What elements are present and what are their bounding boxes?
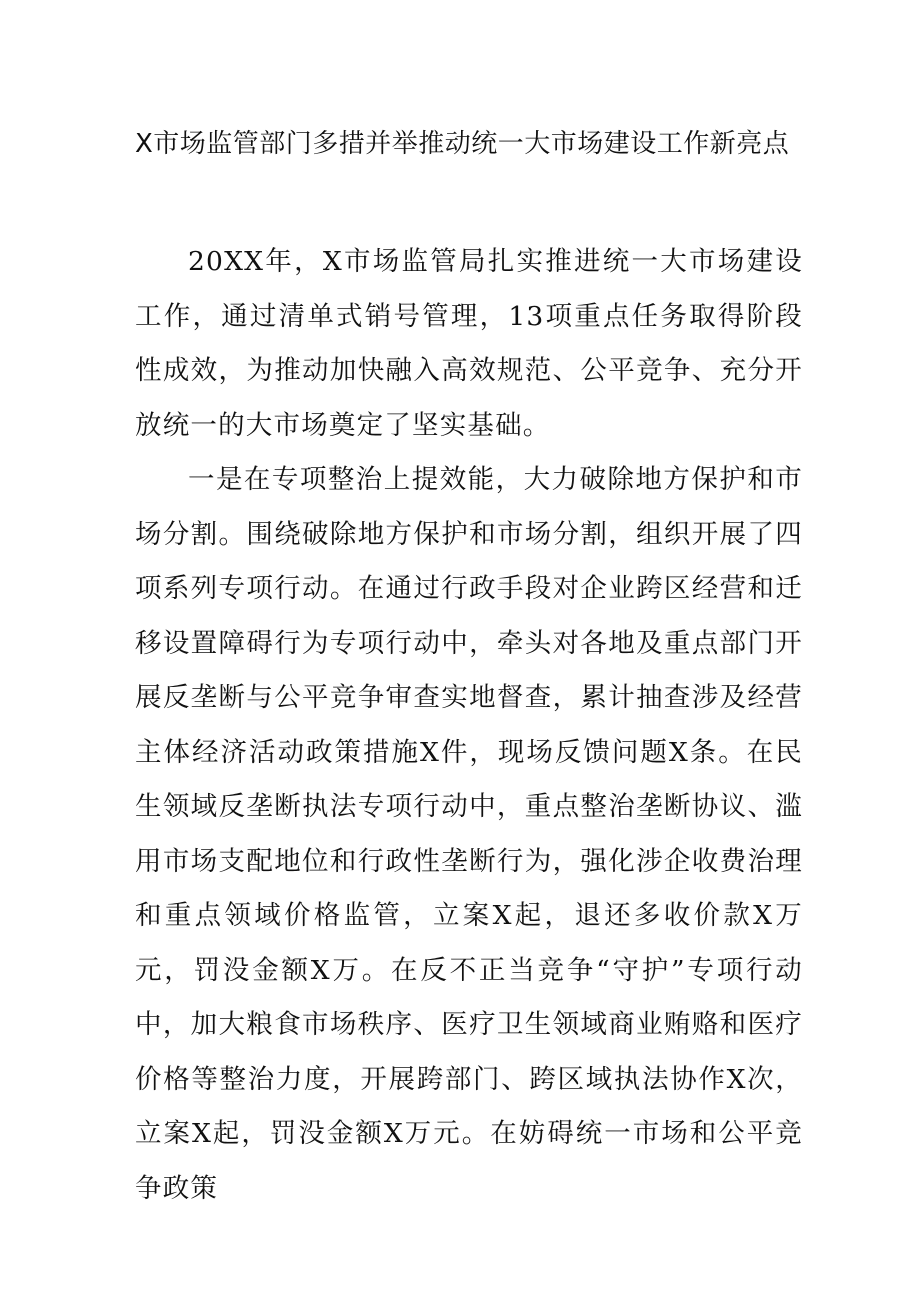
paragraph-point-one: 一是在专项整治上提效能，大力破除地方保护和市场分割。围绕破除地方保护和市场分割，组织开展了四项系列专项行动。在通过行政手段对企业跨区经营和迁移设置障碍行为专项行动中，牵头对各地及重点部门开展反垄断与公平竞争审查实地督查，累计抽查涉及经营主体经济活动政策措施X件，现场反馈问题X条。在民生领域反垄断执法专项行动中，重点整治垄断协议、滥用市场支配地位和行政性垄断行为，强化涉企收费治理和重点领域价格监管，立案X起，退还多收价款X万元，罚没金额X万。在反不正当竞争“守护”专项行动中，加大粮食市场秩序、医疗卫生领域商业贿赂和医疗价格等整治力度，开展跨部门、跨区域执法协作X次，立案X起，罚没金额X万元。在妨碍统一市场和公平竞争政策: [135, 464, 803, 1204]
document-title: X市场监管部门多措并举推动统一大市场建设工作新亮点: [135, 129, 790, 159]
paragraph-intro: 20XX年，X市场监管局扎实推进统一大市场建设工作，通过清单式销号管理，13项重点任务取得阶段性成效，为推动加快融入高效规范、公平竞争、充分开放统一的大市场奠定了坚实基础。: [135, 246, 803, 441]
document-body: [135, 235, 803, 1216]
